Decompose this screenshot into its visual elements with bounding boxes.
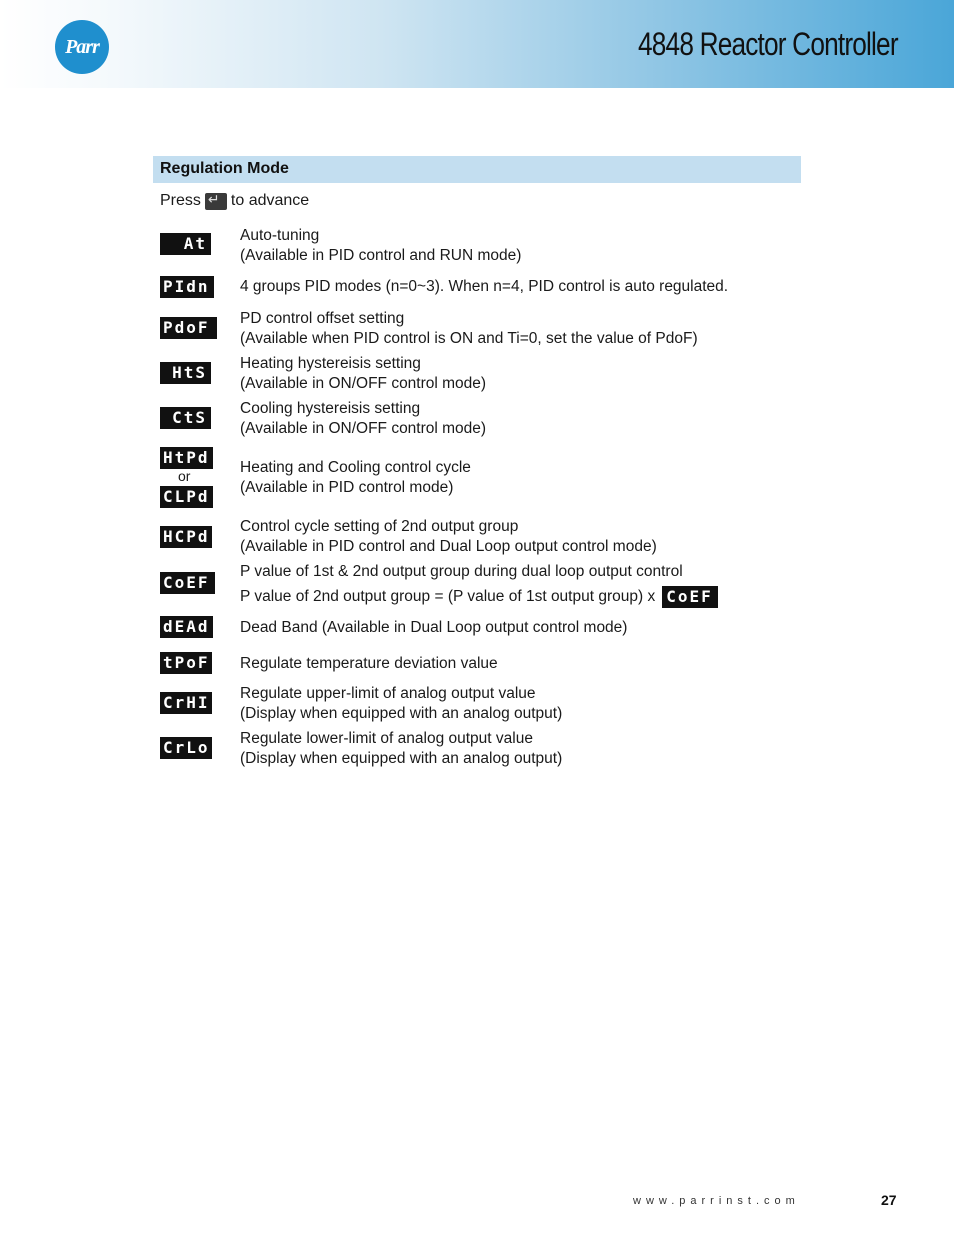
description-line1: 4 groups PID modes (n=0~3). When n=4, PID control is auto regulated. [240,278,729,295]
lcd-code-at: At [160,233,211,255]
param-row-pdof [160,309,800,349]
lcd-code-pidn: PIdn [160,276,214,298]
param-row-crhi [160,684,800,724]
description-line1: P value of 1st & 2nd output group during dual loop output control [240,563,683,580]
press-instruction [160,192,309,210]
footer-url[interactable]: www.parrinst.com [633,1195,800,1207]
description-line1: PD control offset setting [240,310,405,327]
param-row-dead [160,616,800,642]
description-line2: (Available in ON/OFF control mode) [240,374,487,392]
description-line2: (Available in PID control and Dual Loop output control mode) [240,537,657,555]
lcd-code-htpd: HtPd [160,447,213,469]
description-line1: Regulate upper-limit of analog output value [240,685,536,702]
enter-key-icon [205,193,227,210]
document-title: 4848 Reactor Controller [638,26,898,62]
lcd-code-pdof: PdoF [160,317,217,339]
press-prefix: Press [160,192,201,209]
description-line2-wrap [240,584,718,610]
param-description [240,654,498,674]
description-line2: P value of 2nd output group = (P value of 1st output group) x [240,588,656,605]
lcd-code-crhi: CrHI [160,692,212,714]
param-row-pidn [160,275,800,301]
description-line1: Regulate lower-limit of analog output value [240,730,533,747]
description-line2: (Display when equipped with an analog output) [240,704,563,722]
description-line1: Auto-tuning [240,227,320,244]
param-description [240,226,521,265]
description-line1: Dead Band (Available in Dual Loop output control mode) [240,619,628,636]
lcd-code-tpof: tPoF [160,652,212,674]
param-description [240,399,486,438]
param-description [240,729,562,768]
param-row-at [160,226,800,266]
param-row-tpof [160,652,800,678]
description-line2: (Display when equipped with an analog output) [240,749,563,767]
lcd-code-crlo: CrLo [160,737,212,759]
param-description [240,684,562,723]
param-row-htpd-clpd [160,446,800,510]
inline-lcd-code-coef: CoEF [662,586,718,608]
description-line2: (Available in PID control and RUN mode) [240,246,522,264]
description-line1: Regulate temperature deviation value [240,655,498,672]
param-row-crlo [160,729,800,769]
param-description [240,618,627,638]
description-line1: Heating hystereisis setting [240,355,421,372]
or-label: or [178,468,191,484]
parr-logo: Parr [55,20,109,74]
description-line2: (Available when PID control is ON and Ti=0, set the value of PdoF) [240,329,698,347]
lcd-code-hts: HtS [160,362,211,384]
lcd-code-coef: CoEF [160,572,215,594]
param-description [240,354,486,393]
lcd-code-hcpd: HCPd [160,526,212,548]
section-title: Regulation Mode [160,160,289,177]
param-description [240,562,718,610]
param-description [240,517,657,556]
description-line1: Control cycle setting of 2nd output group [240,518,519,535]
page-header [0,0,954,88]
param-description [240,458,471,497]
page-number: 27 [881,1192,897,1208]
param-row-coef [160,562,800,612]
param-description [240,309,698,348]
description-line2: (Available in PID control mode) [240,478,454,496]
description-line1: Heating and Cooling control cycle [240,459,471,476]
press-suffix: to advance [230,192,310,209]
param-description [240,277,728,297]
param-row-cts [160,399,800,439]
param-row-hcpd [160,517,800,557]
lcd-code-clpd: CLPd [160,486,213,508]
param-row-hts [160,354,800,394]
lcd-code-dead: dEAd [160,616,213,638]
description-line1: Cooling hystereisis setting [240,400,421,417]
section-header-bar [153,156,801,183]
description-line2: (Available in ON/OFF control mode) [240,419,487,437]
lcd-code-cts: CtS [160,407,211,429]
